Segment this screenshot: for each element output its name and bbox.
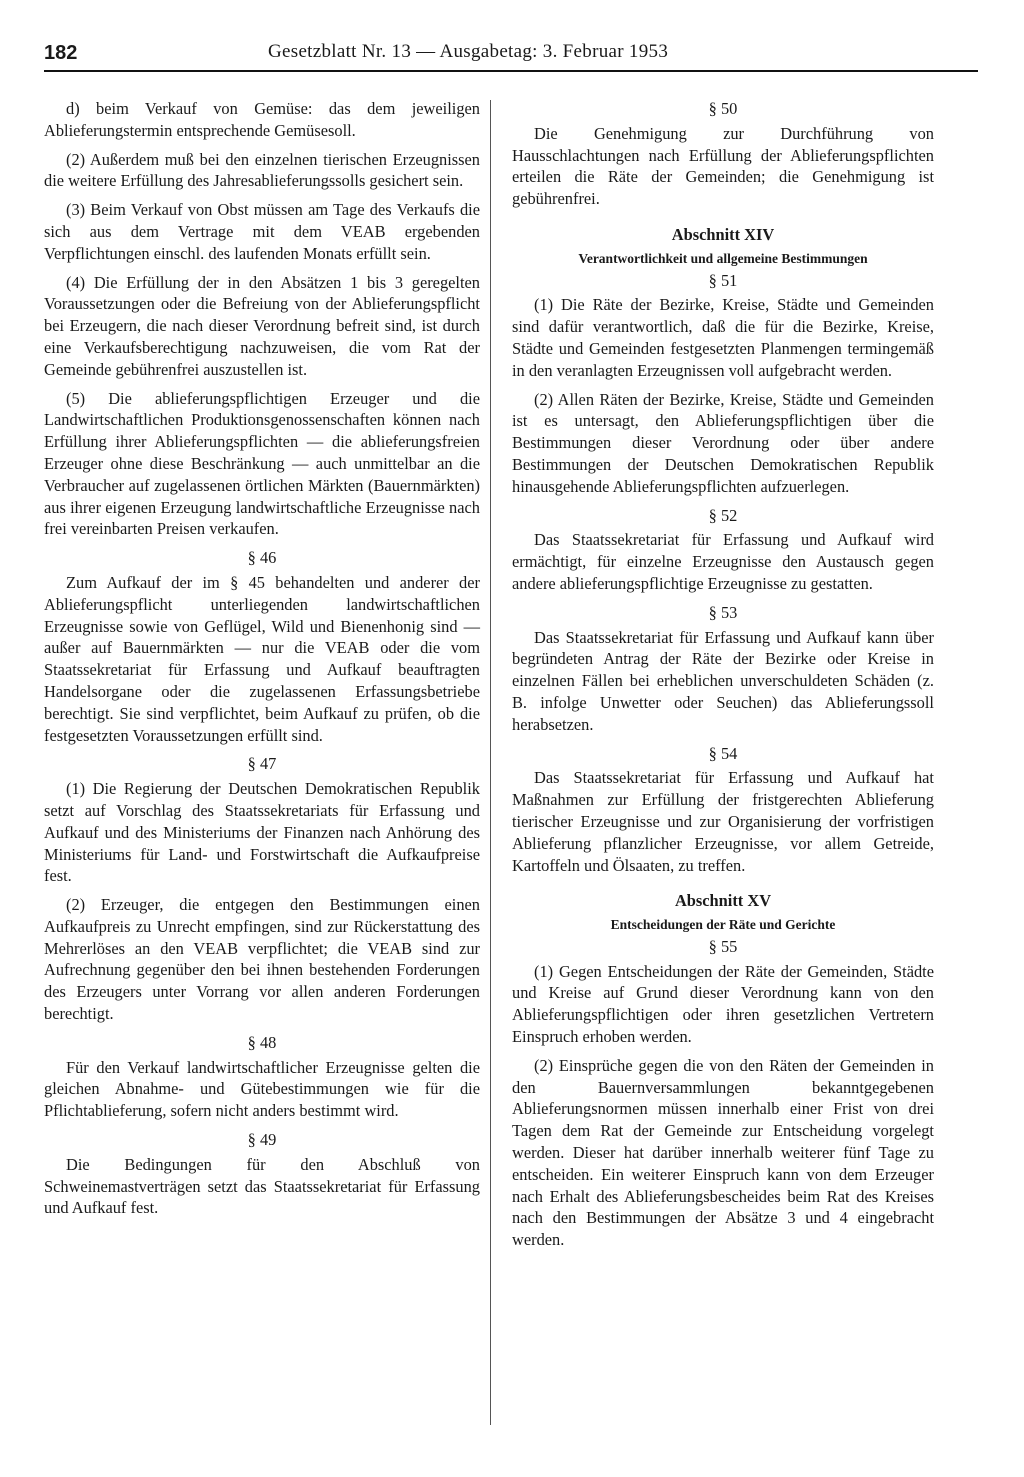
section-51-heading: § 51: [708, 270, 738, 290]
section-48-heading: § 48: [247, 1032, 277, 1052]
abschnitt-xv-title: Entscheidungen der Räte und Gerichte: [610, 917, 836, 933]
item-d-text: d) beim Verkauf von Gemüse: das dem jeweiligen Ablieferungstermin entsprechende Gemüsesoll.: [44, 99, 480, 140]
section-52-text: Das Staatssekretariat für Erfassung und Aufkauf wird ermächtigt, für einzelne Erzeugnisse den Austausch gegen andere ablieferungspflichtige Erzeugnisse zu gestatten.: [512, 530, 934, 593]
section-47-heading: § 47: [247, 754, 277, 774]
section-55-paragraph-2: (2) Einsprüche gegen die von den Räten der Gemeinden in den Bauernversammlungen bekanntgegebenen Ablieferungsnormen müssen innerhalb einer Frist von drei Tagen dem Rat der Gemeinde zur Entscheidung vorgelegt werden. Dieser hat darüber innerhalb weiterer fünf Tage zu entscheiden. Ein weiterer Einspruch kann von dem Erzeuger nach Erhalt des Ablieferungsbescheides beim Rat des Kreises nach den Bestimmungen der Absätze 3 und 4 eingebracht werden.: [512, 1055, 934, 1250]
section-55-paragraph-1: (1) Gegen Entscheidungen der Räte der Gemeinden, Städte und Kreise auf Grund dieser Verordnung kann von den Ablieferungspflichtigen oder ihren gesetzlichen Vertretern Einspruch erhoben werden.: [512, 961, 934, 1047]
section-53-text: Das Staatssekretariat für Erfassung und Aufkauf kann über begründeten Antrag der Räte der Bezirke oder Kreise in einzelnen Fällen bei erheblichen unverschuldeten Schäden (z. B. infolge Unwetter oder Seuchen) das Ablieferungssoll herabsetzen.: [512, 627, 934, 734]
section-53-heading: § 53: [708, 602, 738, 622]
section-46-heading: § 46: [247, 548, 277, 568]
left-column: [44, 98, 480, 1226]
abschnitt-xv-heading: Abschnitt XV: [674, 891, 772, 911]
section-52-heading: § 52: [708, 505, 738, 525]
right-column: [512, 98, 934, 1258]
paragraph-2: (2) Außerdem muß bei den einzelnen tierischen Erzeugnissen die weitere Erfüllung des Jahresablieferungssolls gesichert sein.: [44, 149, 480, 191]
page-number: 182: [44, 42, 78, 64]
abschnitt-xiv-heading: Abschnitt XIV: [671, 224, 775, 244]
section-46-text: Zum Aufkauf der im § 45 behandelten und anderer der Ablieferungspflicht unterliegenden landwirtschaftlichen Erzeugnisse sowie von Geflügel, Wild und Bienenhonig sind — außer auf Bauernmärkten — nur die VEAB oder die vom Staatssekretariat für Erfassung und Aufkauf beauftragten Handelsorgane oder die zugelassenen Erfassungsbetriebe berechtigt. Sie sind verpflichtet, beim Aufkauf zu prüfen, ob die festgesetzten Voraussetzungen erfüllt sind.: [44, 572, 480, 745]
paragraph-4: (4) Die Erfüllung der in den Absätzen 1 bis 3 geregelten Voraussetzungen oder die Befreiung von der Ablieferungspflicht bei Erzeugern, die nach dieser Verordnung befreit sind, ist durch eine Verkaufsberechtigung nachzuweisen, die vom Rat der Gemeinde gebührenfrei auszustellen ist.: [44, 272, 480, 379]
column-divider: [490, 100, 491, 1425]
header-title: Gesetzblatt Nr. 13 — Ausgabetag: 3. Februar 1953: [268, 41, 669, 62]
section-50-text: Die Genehmigung zur Durchführung von Hausschlachtungen nach Erfüllung der Ablieferungspflichten erteilen die Räte der Gemeinden; die Genehmigung ist gebührenfrei.: [512, 123, 934, 209]
paragraph-3: (3) Beim Verkauf von Obst müssen am Tage des Verkaufs die sich aus dem Vertrage mit dem VEAB ergebenden Verpflichtungen einschl. des laufenden Monats erfüllt sein.: [44, 200, 480, 263]
section-54-heading: § 54: [708, 743, 738, 763]
section-47-paragraph-1: (1) Die Regierung der Deutschen Demokratischen Republik setzt auf Vorschlag des Staatssekretariats für Erfassung und Aufkauf und des Ministeriums der Finanzen nach Anhörung des Ministeriums für Land- und Forstwirtschaft die Aufkaufpreise fest.: [44, 779, 480, 886]
section-49-heading: § 49: [247, 1130, 277, 1150]
section-55-heading: § 55: [708, 936, 738, 956]
section-49-text: Die Bedingungen für den Abschluß von Schweinemastverträgen setzt das Staatssekretariat für Erfassung und Aufkauf fest.: [44, 1154, 480, 1218]
section-47-paragraph-2: (2) Erzeuger, die entgegen den Bestimmungen einen Aufkaufpreis zu Unrecht empfingen, sind zur Rückerstattung des Mehrerlöses an den VEAB verpflichtet; die VEAB sind zur Aufrechnung gegenüber den bei ihnen bestehenden Forderungen des Erzeugers unter Vorrang vor allen anderen Forderungen berechtigt.: [44, 895, 480, 1024]
section-51-paragraph-2: (2) Allen Räten der Bezirke, Kreise, Städte und Gemeinden ist es untersagt, den Ablieferungspflichtigen über die Bestimmungen dieser Verordnung oder über andere Bestimmungen der Deutschen Demokratischen Republik hinausgehende Ablieferungspflichten aufzuerlegen.: [512, 389, 934, 496]
section-51-paragraph-1: (1) Die Räte der Bezirke, Kreise, Städte und Gemeinden sind dafür verantwortlich, daß die für die Bezirke, Kreise, Städte und Gemeinden festgesetzten Planmengen termingemäß in den veranlagten Erzeugnissen voll aufgebracht werden.: [512, 295, 934, 380]
section-48-text: Für den Verkauf landwirtschaftlicher Erzeugnisse gelten die gleichen Abnahme- und Gütebestimmungen wie für die Pflichtablieferung, sofern nicht anders bestimmt wird.: [44, 1057, 480, 1121]
section-54-text: Das Staatssekretariat für Erfassung und Aufkauf hat Maßnahmen zur Erfüllung der fristgerechten Ablieferung tierischer Erzeugnisse und zur Organisierung der vorfristigen Ablieferung pflanzlicher Erzeugnisse, vor allem Getreide, Kartoffeln und Ölsaaten, zu treffen.: [512, 768, 934, 875]
paragraph-5: (5) Die ablieferungspflichtigen Erzeuger und die Landwirtschaftlichen Produktionsgenossenschaften können nach Erfüllung ihrer Ablieferungspflichten — die ablieferungsfreien Erzeuger ohne diese Beschränkung — auch unmittelbar an die Verbraucher auf zugelassenen örtlichen Märkten (Bauernmärkten) aus ihrer eigenen Erzeugung landwirtschaftliche Erzeugnisse nach frei vereinbarten Preisen verkaufen.: [44, 388, 480, 539]
section-50-heading: § 50: [708, 99, 738, 118]
page-header: [44, 40, 978, 72]
abschnitt-xiv-title: Verantwortlichkeit und allgemeine Bestimmungen: [578, 250, 868, 266]
